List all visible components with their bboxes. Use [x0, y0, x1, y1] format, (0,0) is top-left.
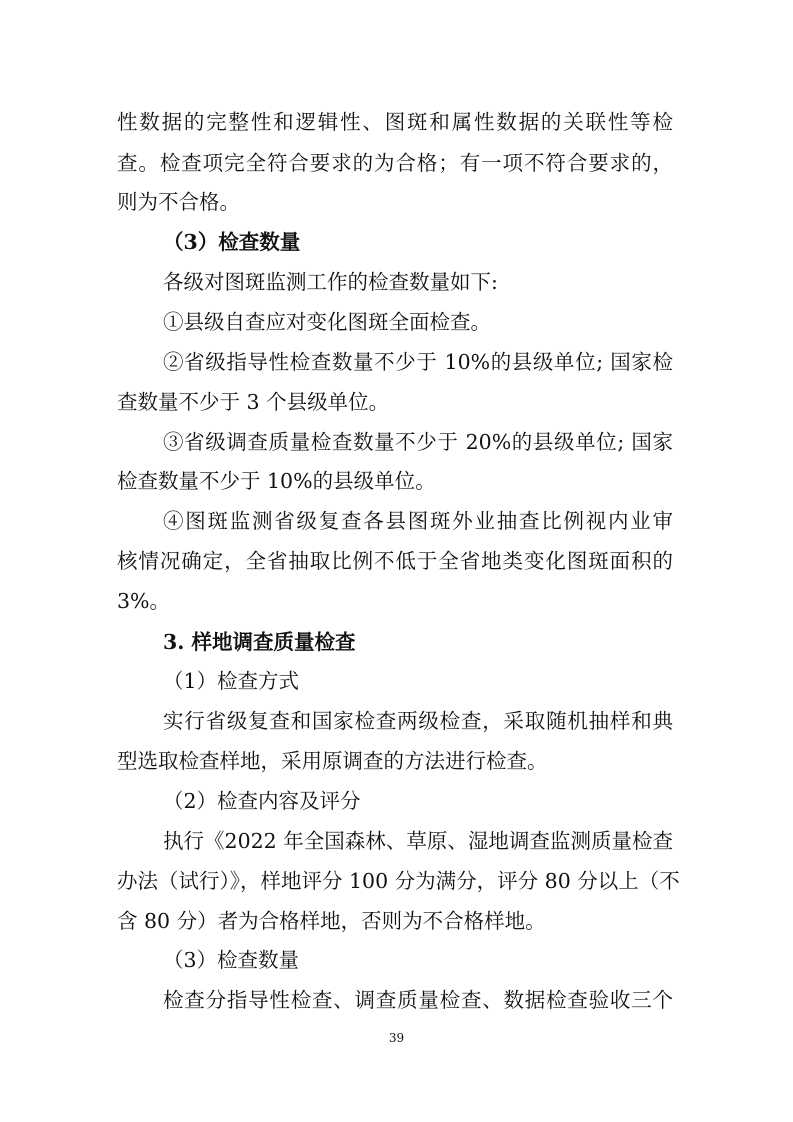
list-item: ②省级指导性检查数量不少于 10%的县级单位; 国家检: [163, 350, 673, 374]
list-item: ①县级自查应对变化图斑全面检查。: [163, 310, 491, 334]
page-number: 39: [388, 1031, 405, 1045]
subsection-heading: （1）检查方式: [163, 669, 300, 693]
list-item: ③省级调查质量检查数量不少于 20%的县级单位; 国家: [163, 430, 673, 454]
section-heading: （3）检查数量: [163, 230, 301, 254]
subsection-heading: （2）检查内容及评分: [163, 789, 361, 813]
text-line: 查数量不少于 3 个县级单位。: [117, 390, 390, 414]
text-line: 3%。: [117, 589, 171, 613]
text-line: 执行《2022 年全国森林、草原、湿地调查监测质量检查: [163, 829, 673, 853]
text-line: 核情况确定，全省抽取比例不低于全省地类变化图斑面积的: [117, 549, 673, 573]
list-item: ④图斑监测省级复查各县图斑外业抽查比例视内业审: [163, 509, 673, 533]
text-line: 检查数量不少于 10%的县级单位。: [117, 469, 436, 493]
text-line: 各级对图斑监测工作的检查数量如下:: [163, 270, 498, 294]
text-line: 则为不合格。: [117, 190, 240, 214]
text-line: 检查分指导性检查、调查质量检查、数据检查验收三个: [163, 988, 673, 1012]
text-line: 查。检查项完全符合要求的为合格；有一项不符合要求的，: [117, 151, 673, 175]
text-line: 办法（试行）》，样地评分 100 分为满分，评分 80 分以上（不: [117, 869, 680, 893]
text-line: 型选取检查样地，采用原调查的方法进行检查。: [117, 749, 548, 773]
subsection-heading: （3）检查数量: [163, 948, 300, 972]
text-line: 实行省级复查和国家检查两级检查，采取随机抽样和典: [163, 709, 673, 733]
text-line: 性数据的完整性和逻辑性、图斑和属性数据的关联性等检: [117, 110, 673, 134]
text-line: 含 80 分）者为合格样地，否则为不合格样地。: [117, 909, 546, 933]
section-heading: 3. 样地调查质量检查: [163, 630, 356, 654]
